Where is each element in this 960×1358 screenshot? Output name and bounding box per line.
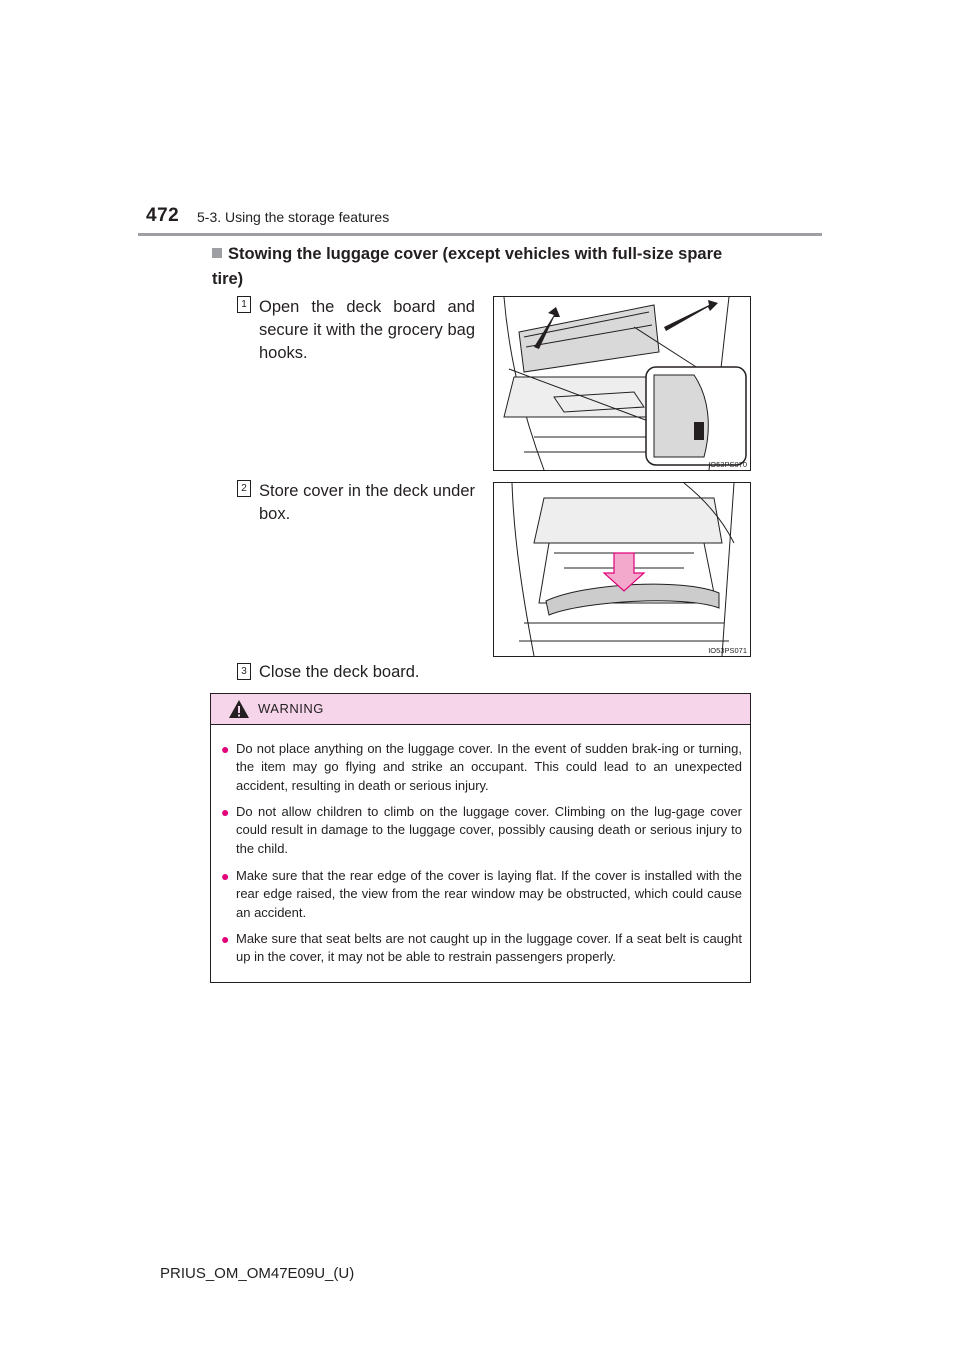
deck-board-illustration: [494, 297, 750, 470]
warning-header: [211, 694, 750, 725]
step-number-2: 2: [237, 480, 251, 497]
figure-store-cover: [493, 482, 751, 657]
step-number-3: 3: [237, 663, 251, 680]
warning-triangle-icon: [228, 699, 250, 719]
document-footer: PRIUS_OM_OM47E09U_(U): [160, 1265, 355, 1282]
figure-code: IO53PS071: [708, 646, 747, 655]
warning-item-text: Make sure that seat belts are not caught up in the luggage cover. If a seat belt is caught up in the cover, it may not be able to restrain passengers properly.: [236, 931, 742, 965]
warning-item: [221, 740, 742, 795]
figure-code: IO53PS070: [708, 460, 747, 469]
warning-item: [221, 930, 742, 967]
warning-item: [221, 867, 742, 922]
step-number-1: 1: [237, 296, 251, 313]
step-text-1: Open the deck board and secure it with the grocery bag hooks.: [259, 298, 475, 362]
warning-item-text: Do not place anything on the luggage cover. In the event of sudden brak-ing or turning, the item may go flying and strike an occupant. This could lead to an unexpected accident, resulting in death or serious injury.: [236, 741, 742, 793]
warning-item: [221, 803, 742, 858]
bullet-icon: ●: [221, 804, 230, 820]
bullet-icon: ●: [221, 741, 230, 757]
figure-open-deck-board: [493, 296, 751, 471]
section-title: 5-3. Using the storage features: [197, 209, 390, 225]
heading-text: Stowing the luggage cover (except vehicles with full-size spare tire): [212, 245, 723, 288]
bullet-icon: ●: [221, 931, 230, 947]
step-text-3: Close the deck board.: [259, 663, 420, 681]
warning-box: [210, 693, 751, 983]
heading-square-icon: [212, 248, 222, 258]
header-rule: [138, 233, 822, 236]
bullet-icon: ●: [221, 868, 230, 884]
step-text-2: Store cover in the deck under box.: [259, 482, 475, 523]
store-cover-illustration: [494, 483, 750, 656]
warning-label: WARNING: [258, 701, 324, 716]
warning-item-text: Make sure that the rear edge of the cover is laying flat. If the cover is installed with the rear edge raised, the view from the rear window may be obstructed, which could cause an accident.: [236, 868, 742, 920]
warning-item-text: Do not allow children to climb on the luggage cover. Climbing on the lug-gage cover could result in damage to the luggage cover, possibly causing death or serious injury to the child.: [236, 804, 742, 856]
page-number: 472: [146, 205, 180, 226]
subsection-heading: [212, 242, 752, 292]
